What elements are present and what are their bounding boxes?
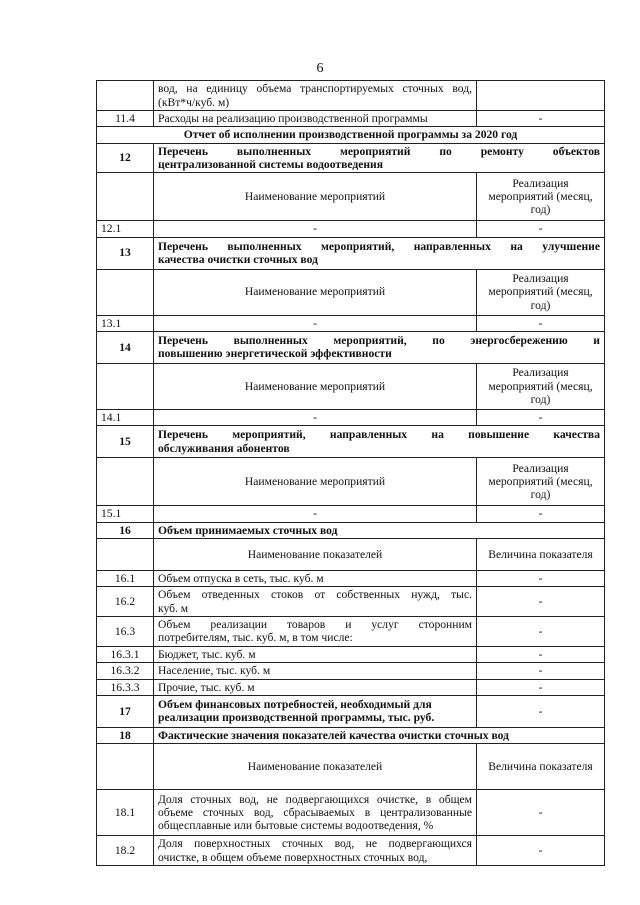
row-text: Расходы на реализацию производственной программы <box>154 111 477 127</box>
section-title <box>154 695 477 727</box>
row-number <box>97 81 154 111</box>
column-header-row <box>97 363 605 409</box>
row-text-line: куб. м <box>158 601 189 615</box>
row-value: - <box>477 315 605 331</box>
section-header <box>97 522 605 538</box>
column-header-row <box>97 269 605 315</box>
row-text-line: Объем отведенных стоков от собственных нужд, тыс. <box>158 588 472 602</box>
column-header-value: Величина показателя <box>477 744 605 790</box>
table-row <box>97 315 605 331</box>
column-header-name: Наименование мероприятий <box>154 458 477 506</box>
section-header <box>97 237 605 269</box>
row-text: - <box>154 221 477 237</box>
column-header-name: Наименование мероприятий <box>154 173 477 221</box>
empty-cell <box>97 269 154 315</box>
section-title <box>154 331 605 363</box>
report-title: Отчет об исполнении производственной программы за 2020 год <box>97 127 605 143</box>
table-row <box>97 221 605 237</box>
section-title <box>154 143 605 173</box>
row-number: 16.3.3 <box>97 679 154 695</box>
table-row <box>97 570 605 586</box>
row-number: 15.1 <box>97 506 154 522</box>
section-title-line: Объем финансовых потребностей, необходимый для <box>158 698 432 712</box>
section-title-line: реализации производственной программы, тыс. руб. <box>158 711 435 725</box>
section-title-line: Перечень выполненных мероприятий, направленных на улучшение <box>158 239 600 253</box>
row-text: - <box>154 506 477 522</box>
empty-cell <box>97 744 154 790</box>
section-header <box>97 727 605 743</box>
column-header-value: Реализация мероприятий (месяц, год) <box>477 458 605 506</box>
table-row <box>97 646 605 662</box>
page-number: 6 <box>316 61 324 76</box>
row-text: Доля сточных вод, не подвергающихся очистке, в общем объеме сточных вод, сбрасываемых в централизованные общесплавные или бытовые системы водоотведения, % <box>154 790 477 836</box>
section-title-line: обслуживания абонентов <box>158 441 290 455</box>
row-number: 16.2 <box>97 587 154 617</box>
row-text: - <box>154 315 477 331</box>
column-header-row <box>97 744 605 790</box>
row-value: - <box>477 695 605 727</box>
row-number: 16.3 <box>97 616 154 646</box>
section-title-line: повышению энергетической эффективности <box>158 347 392 361</box>
column-header-name: Наименование показателей <box>154 744 477 790</box>
report-table <box>96 80 605 866</box>
row-text: Бюджет, тыс. куб. м <box>154 646 477 662</box>
table-row <box>97 506 605 522</box>
section-number: 15 <box>97 426 154 458</box>
table-row <box>97 663 605 679</box>
row-text: Объем отпуска в сеть, тыс. куб. м <box>154 570 477 586</box>
row-number: 11.4 <box>97 111 154 127</box>
row-text-line: Объем реализации товаров и услуг сторонним <box>158 618 472 632</box>
column-header-name: Наименование мероприятий <box>154 269 477 315</box>
section-title-line: качества очистки сточных вод <box>158 253 318 267</box>
row-value: - <box>477 570 605 586</box>
table-row <box>97 836 605 866</box>
section-title: Фактические значения показателей качества очистки сточных вод <box>154 727 605 743</box>
table-row <box>97 111 605 127</box>
row-text: Доля поверхностных сточных вод, не подвергающихся очистке, в общем объеме поверхностных сточных вод, <box>154 836 477 866</box>
section-number: 17 <box>97 695 154 727</box>
row-value: - <box>477 409 605 425</box>
row-value: - <box>477 221 605 237</box>
row-text <box>154 616 477 646</box>
row-value: - <box>477 506 605 522</box>
section-number: 14 <box>97 331 154 363</box>
row-text <box>154 587 477 617</box>
row-text-line: потребителям, тыс. куб. м, в том числе: <box>158 631 353 645</box>
row-value: - <box>477 836 605 866</box>
column-header-row <box>97 458 605 506</box>
section-number: 18 <box>97 727 154 743</box>
table-row <box>97 587 605 617</box>
column-header-row <box>97 173 605 221</box>
section-title-line: Перечень мероприятий, направленных на повышение качества <box>158 428 600 442</box>
table-row <box>97 616 605 646</box>
row-value: - <box>477 111 605 127</box>
column-header-name: Наименование мероприятий <box>154 363 477 409</box>
table-row <box>97 409 605 425</box>
column-header-value: Реализация мероприятий (месяц, год) <box>477 269 605 315</box>
section-title <box>154 237 605 269</box>
row-value: - <box>477 616 605 646</box>
empty-cell <box>97 538 154 570</box>
row-text: Прочие, тыс. куб. м <box>154 679 477 695</box>
report-title-row <box>97 127 605 143</box>
row-number: 16.1 <box>97 570 154 586</box>
row-number: 16.3.2 <box>97 663 154 679</box>
row-value: - <box>477 679 605 695</box>
row-number: 12.1 <box>97 221 154 237</box>
section-header <box>97 426 605 458</box>
section-number: 13 <box>97 237 154 269</box>
column-header-name: Наименование показателей <box>154 538 477 570</box>
row-value: - <box>477 663 605 679</box>
row-number: 18.2 <box>97 836 154 866</box>
row-text: - <box>154 409 477 425</box>
table-row <box>97 790 605 836</box>
section-header <box>97 143 605 173</box>
row-number: 13.1 <box>97 315 154 331</box>
row-value: - <box>477 646 605 662</box>
row-value <box>477 81 605 111</box>
column-header-value: Реализация мероприятий (месяц, год) <box>477 173 605 221</box>
row-value: - <box>477 587 605 617</box>
row-text: вод, на единицу объема транспортируемых сточных вод, (кВт*ч/куб. м) <box>154 81 477 111</box>
row-text: Население, тыс. куб. м <box>154 663 477 679</box>
section-header <box>97 695 605 727</box>
section-header <box>97 331 605 363</box>
section-title-line: Перечень выполненных мероприятий, по энергосбережению и <box>158 334 600 348</box>
empty-cell <box>97 458 154 506</box>
row-value: - <box>477 790 605 836</box>
section-title-line: централизованной системы водоотведения <box>158 157 383 171</box>
row-number: 18.1 <box>97 790 154 836</box>
empty-cell <box>97 173 154 221</box>
section-title <box>154 426 605 458</box>
table-row <box>97 679 605 695</box>
row-number: 16.3.1 <box>97 646 154 662</box>
section-number: 16 <box>97 522 154 538</box>
empty-cell <box>97 363 154 409</box>
column-header-row <box>97 538 605 570</box>
section-title-line: Перечень выполненных мероприятий по ремонту объектов <box>158 144 600 158</box>
section-title: Объем принимаемых сточных вод <box>154 522 605 538</box>
column-header-value: Реализация мероприятий (месяц, год) <box>477 363 605 409</box>
column-header-value: Величина показателя <box>477 538 605 570</box>
row-number: 14.1 <box>97 409 154 425</box>
section-number: 12 <box>97 143 154 173</box>
table-row <box>97 81 605 111</box>
